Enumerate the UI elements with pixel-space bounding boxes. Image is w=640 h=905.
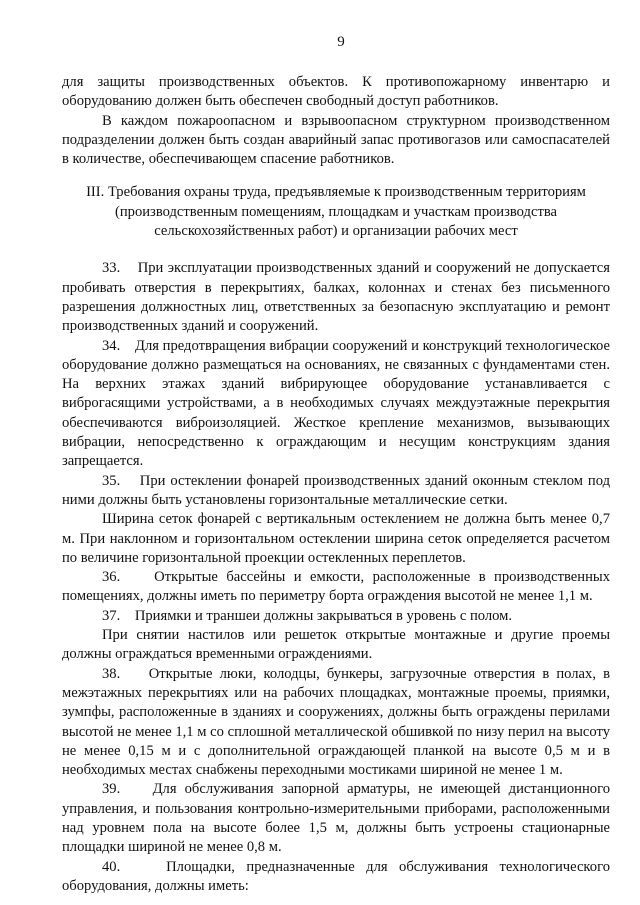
paragraph-37-continued: При снятии настилов или решеток открытые монтажные и другие проемы должны ограждаться временными ограждениями. [62,627,610,663]
paragraph-35-continued: Ширина сеток фонарей с вертикальным остеклением не должна быть менее 0,7 м. При наклонном и горизонтальном остеклении ширина сеток определяется расчетом по величине горизонтальной проекции остекленных переплетов. [62,511,610,566]
intro-paragraph-1: для защиты производственных объектов. К противопожарному инвентарю и оборудованию должен быть обеспечен свободный доступ работников. [62,74,610,110]
paragraph-39: 39. Для обслуживания запорной арматуры, не имеющей дистанционного управления, и пользования контрольно-измерительными приборами, расположенными над уровнем пола на высоте более 1,5 м, должны быть устроены стационарные площадки шириной не менее 0,8 м. [62,781,610,856]
paragraph-33: 33. При эксплуатации производственных зданий и сооружений не допускается пробивать отверстия в перекрытиях, балках, колоннах и стенах без письменного разрешения должностных лиц, ответственных за безопасную эксплуатацию и ремонт производственных зданий и сооружений. [62,260,610,335]
paragraph-36: 36. Открытые бассейны и емкости, расположенные в производственных помещениях, должны иметь по периметру борта ограждения высотой не менее 1,1 м. [62,569,610,605]
paragraph-37: 37. Приямки и траншеи должны закрываться в уровень с полом. [102,607,513,624]
page-number: 9 [337,34,345,50]
section-heading [62,183,610,241]
section-heading-line-2: (производственным помещениям, площадкам и участкам производства [114,203,558,220]
paragraph-40: 40. Площадки, предназначенные для обслуживания технологического оборудования, должны иметь: [62,858,610,894]
paragraph-35: 35. При остеклении фонарей производственных зданий оконным стеклом под ними должны быть установлены горизонтальные металлические сетки. [62,472,610,508]
section-heading-line-1: III. Требования охраны труда, предъявляемые к производственным территориям [86,184,586,201]
section-heading-line-3: сельскохозяйственных работ) и организации рабочих мест [154,223,518,240]
paragraph-38: 38. Открытые люки, колодцы, бункеры, загрузочные отверстия в полах, в межэтажных перекрытиях или на рабочих площадках, монтажные проемы, приямки, зумпфы, расположенные в зданиях и сооружениях, должны быть ограждены перилами высотой не менее 1,1 м со сплошной металлической обшивкой по низу перил на высоту не менее 0,15 м и с дополнительной ограждающей планкой на высоте 0,5 м и в необходимых местах снабжены переходными мостиками шириной не менее 1 м. [62,665,610,779]
intro-paragraph-2: В каждом пожароопасном и взрывоопасном структурном производственном подразделении должен быть создан аварийный запас противогазов или самоспасателей в количестве, обеспечивающем спасение работников. [62,112,610,168]
paragraph-34: 34. Для предотвращения вибрации сооружений и конструкций технологическое оборудование должно размещаться на основаниях, не связанных с фундаментами стен. На верхних этажах зданий вибрирующее оборудование устанавливается с виброгасящими устройствами, а в необходимых случаях междуэтажные перекрытия обеспечиваются виброизоляцией. Жесткое крепление механизмов, вызывающих вибрации, непосредственно к ограждающим и несущим конструкциям здания запрещается. [62,337,610,470]
